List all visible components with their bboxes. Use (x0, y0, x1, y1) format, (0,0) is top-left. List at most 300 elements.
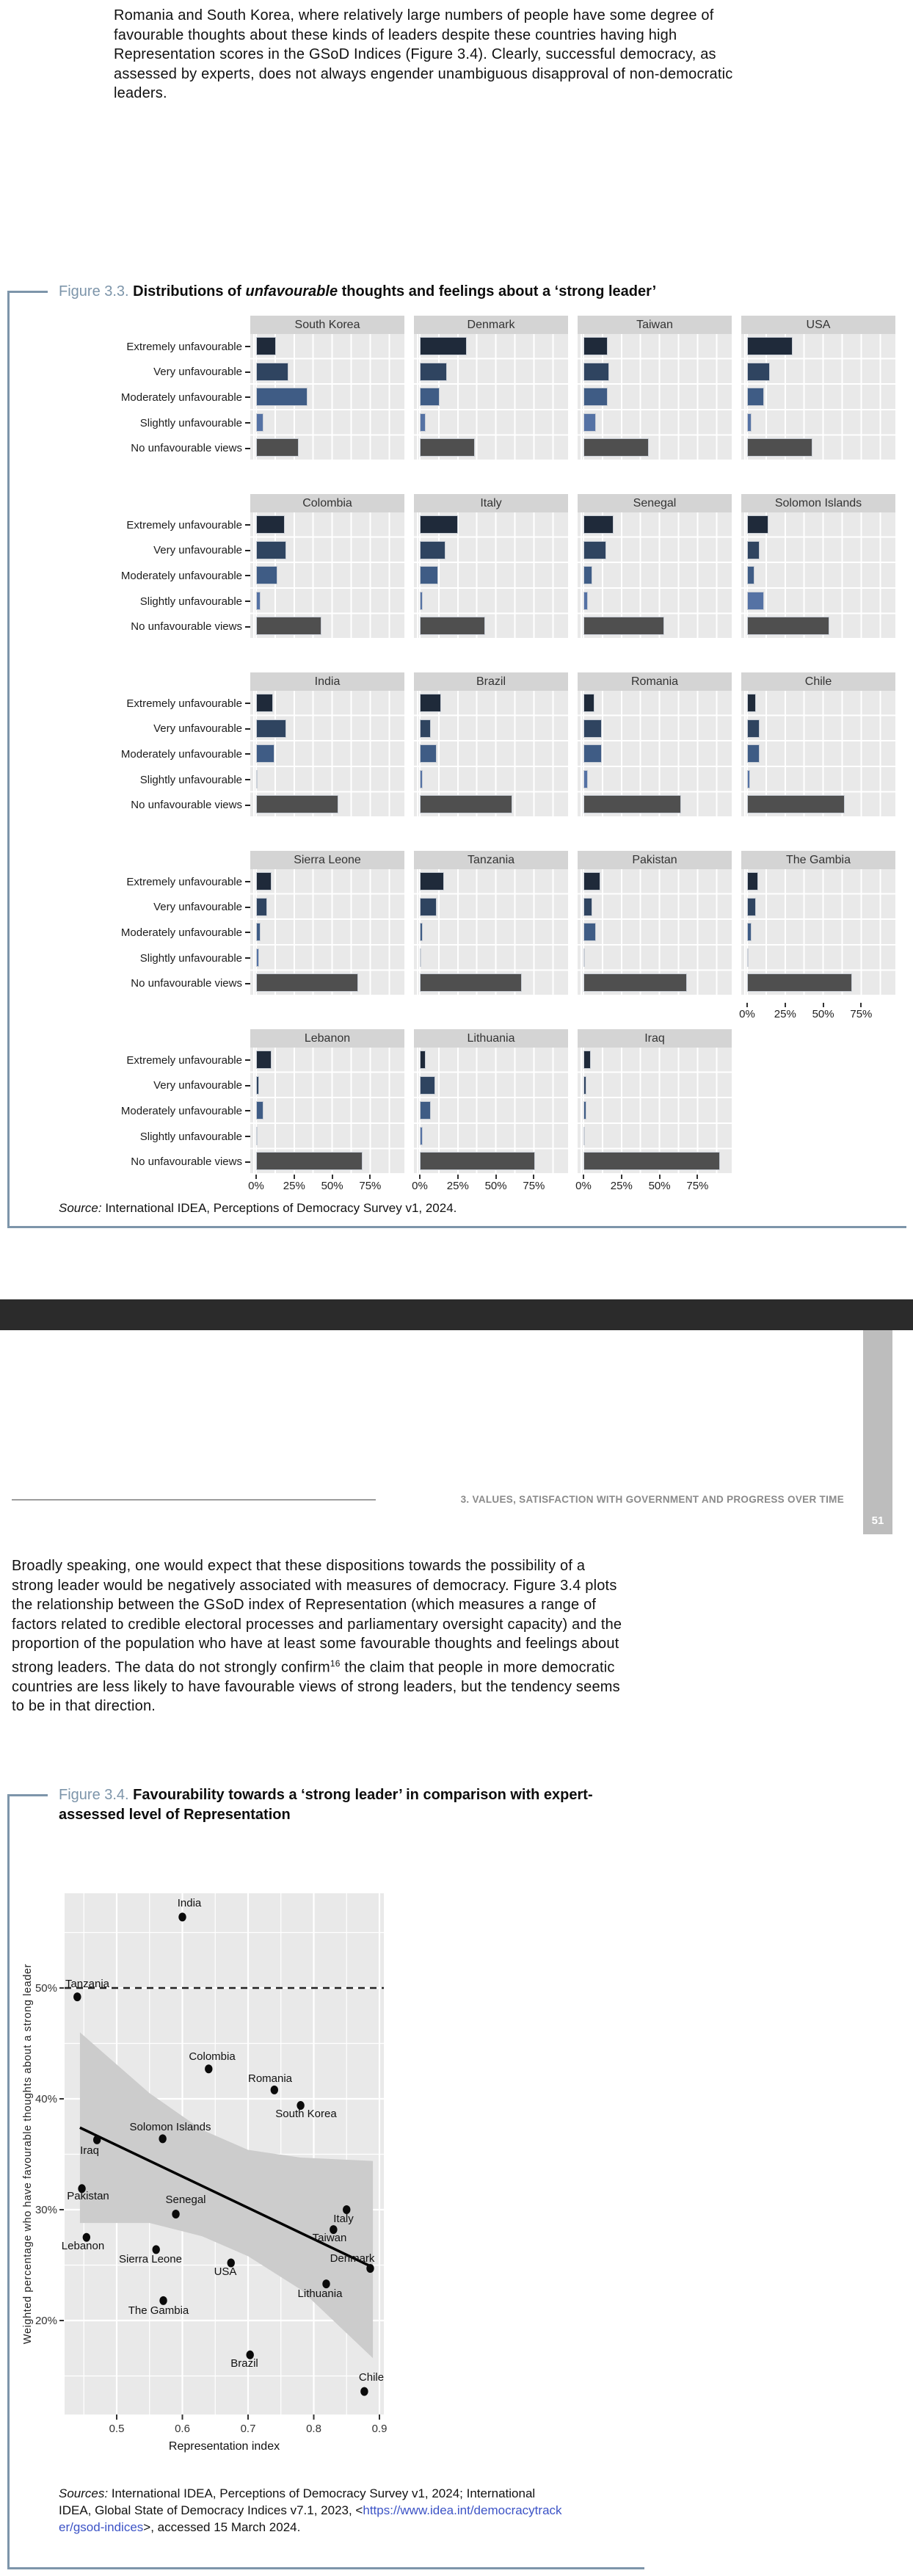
category-tick-mark (245, 932, 250, 933)
category-label: No unfavourable views (50, 792, 250, 818)
bar (583, 770, 588, 788)
bar (747, 694, 756, 712)
x-tick-label: 0.9 (371, 2423, 388, 2435)
country-panel (578, 691, 732, 818)
body-part2: the claim that people in more democratic countries are less likely to have favourable views of strong leaders, but the tendency seems to be in that direction. (12, 1659, 620, 1715)
x-tick-mark (659, 1175, 661, 1179)
bar (420, 1127, 423, 1145)
x-tick-label: 0.8 (306, 2423, 321, 2435)
x-axis-title: Representation index (168, 2440, 280, 2453)
bar (583, 1076, 586, 1095)
bar (420, 973, 522, 992)
bar (420, 363, 447, 381)
bar (256, 872, 272, 890)
country-panel (578, 869, 732, 996)
x-tick-mark (419, 1175, 421, 1179)
category-tick-mark (245, 1085, 250, 1086)
x-tick-mark (495, 1175, 497, 1179)
point-label: Brazil (230, 2357, 258, 2370)
category-label: Moderately unfavourable (50, 741, 250, 767)
chart-row (50, 672, 906, 818)
figure34-scatter-plot (21, 1876, 432, 2464)
bar (747, 898, 756, 916)
panel-title: Denmark (414, 316, 568, 334)
bar (747, 948, 749, 967)
point-label: South Korea (275, 2108, 337, 2120)
category-tick-mark (245, 371, 250, 373)
running-header-text: 3. VALUES, SATISFACTION WITH GOVERNMENT AND PROGRESS OVER TIME (460, 1494, 844, 1505)
x-tick-mark (332, 1175, 333, 1179)
point-label: Sierra Leone (119, 2253, 182, 2265)
bar (256, 438, 299, 457)
bar (583, 694, 594, 712)
bar (583, 719, 602, 738)
bar (747, 413, 752, 432)
panel-title: USA (741, 316, 895, 334)
category-label: Slightly unfavourable (50, 767, 250, 793)
bar (583, 898, 592, 916)
bar (256, 515, 285, 534)
country-panel (250, 334, 404, 461)
bar (256, 337, 276, 355)
point-label: Romania (247, 2072, 293, 2085)
x-tick-label: 25% (610, 1180, 633, 1192)
panel-title: Tanzania (414, 851, 568, 869)
figure33-left-border (7, 291, 10, 1228)
panel-title: Italy (414, 494, 568, 512)
bar (583, 1051, 591, 1069)
x-tick-mark (583, 1175, 584, 1179)
scatter-point (178, 1912, 186, 1921)
figure33-bottom-border (7, 1226, 906, 1228)
bar (256, 898, 267, 916)
bar (256, 1127, 258, 1145)
category-label: Very unfavourable (50, 1073, 250, 1099)
bar (256, 541, 286, 559)
category-label: No unfavourable views (50, 1149, 250, 1175)
sources-prefix: Sources: (59, 2486, 109, 2500)
point-label: India (177, 1897, 202, 1909)
country-panel (414, 1048, 568, 1175)
category-tick-mark (245, 524, 250, 526)
panel-title: Colombia (250, 494, 404, 512)
bar (583, 388, 608, 406)
panel-title: Lebanon (250, 1029, 404, 1048)
bar (256, 694, 273, 712)
scatter-point (73, 1992, 81, 2001)
bar (747, 566, 754, 584)
category-tick-mark (245, 805, 250, 806)
bar (256, 1101, 263, 1120)
point-label: Senegal (165, 2194, 206, 2206)
panel-title: Sierra Leone (250, 851, 404, 869)
scatter-point (93, 2136, 101, 2144)
bar (583, 923, 596, 941)
chart-row (50, 494, 906, 639)
category-label: Extremely unfavourable (50, 691, 250, 716)
category-label: Very unfavourable (50, 895, 250, 921)
chart-row (50, 316, 906, 461)
country-panel (578, 1048, 732, 1175)
bar (420, 592, 423, 610)
page-break-band (0, 1299, 913, 1330)
x-tick-label: 0.5 (109, 2423, 125, 2435)
bar (256, 795, 338, 813)
bar (256, 1152, 363, 1170)
x-tick-label: 0% (575, 1180, 592, 1192)
bar (583, 566, 592, 584)
category-tick-mark (245, 957, 250, 959)
bar (256, 592, 261, 610)
panel-title: Romania (578, 672, 732, 691)
figure33-small-multiples (50, 316, 906, 1195)
bar (420, 795, 512, 813)
figure34-bottom-border (7, 2567, 644, 2569)
figure34-label: Figure 3.4. (59, 1787, 129, 1803)
bar (747, 337, 793, 355)
y-tick-label: 50% (34, 1982, 57, 1995)
x-tick-mark (457, 1175, 459, 1179)
source-prefix: Source: (59, 1201, 102, 1215)
figure33-title-part2: thoughts and feelings about a ‘strong leader’ (338, 283, 657, 300)
category-label: Extremely unfavourable (50, 512, 250, 538)
category-label: Extremely unfavourable (50, 869, 250, 895)
sources-seg1: International IDEA, Perceptions of Democracy Survey v1, 2024; International IDEA, Global State of Democracy Indices v7.1, 2023, < (59, 2486, 536, 2517)
x-tick-mark (182, 2414, 183, 2420)
category-tick-mark (245, 907, 250, 908)
x-axis (575, 1175, 732, 1195)
category-label: Very unfavourable (50, 538, 250, 564)
bar (420, 617, 485, 635)
x-tick-mark (823, 1003, 824, 1007)
footnote-ref-16[interactable]: 16 (330, 1658, 341, 1669)
point-label: Chile (358, 2371, 385, 2384)
x-tick-label: 0% (412, 1180, 428, 1192)
country-panel (414, 334, 568, 461)
point-label: Colombia (189, 2050, 236, 2063)
category-tick-mark (245, 728, 250, 730)
figure33-bracket-stub (7, 291, 48, 293)
bar (583, 973, 687, 992)
category-tick-mark (245, 1136, 250, 1137)
sources-seg2: >, accessed 15 March 2024. (143, 2520, 301, 2534)
x-tick-mark (255, 1175, 257, 1179)
x-tick-mark (379, 2414, 380, 2420)
point-label: Lithuania (297, 2287, 343, 2300)
panel-title: The Gambia (741, 851, 895, 869)
bar (747, 744, 760, 763)
category-tick-mark (245, 550, 250, 551)
x-tick-label: 25% (774, 1008, 796, 1020)
bar (256, 948, 259, 967)
point-label: Solomon Islands (129, 2121, 211, 2133)
bar (256, 1051, 272, 1069)
y-tick-mark (59, 2098, 64, 2100)
category-axis (50, 691, 250, 818)
category-tick-mark (245, 881, 250, 882)
country-panel (741, 691, 895, 818)
bar (583, 541, 606, 559)
x-tick-label: 50% (648, 1180, 671, 1192)
category-tick-mark (245, 626, 250, 628)
bar (420, 872, 444, 890)
bar (420, 541, 445, 559)
x-tick-mark (621, 1175, 622, 1179)
scatter-point (172, 2210, 179, 2218)
bar (256, 770, 258, 788)
x-tick-label: 0% (248, 1180, 264, 1192)
y-tick-label: 30% (34, 2204, 57, 2216)
source-text: International IDEA, Perceptions of Democracy Survey v1, 2024. (101, 1201, 457, 1215)
chart-row (50, 1008, 906, 1175)
bar (583, 515, 614, 534)
panel-title: Taiwan (578, 316, 732, 334)
bar (583, 438, 649, 457)
x-axis (414, 1175, 568, 1195)
category-axis (50, 334, 250, 461)
category-tick-mark (245, 1161, 250, 1163)
category-tick-mark (245, 983, 250, 984)
x-tick-mark (247, 2414, 249, 2420)
category-axis (50, 869, 250, 996)
point-label: Italy (333, 2213, 354, 2225)
bar (420, 744, 437, 763)
x-tick-mark (860, 1003, 862, 1007)
bar (747, 592, 764, 610)
y-tick-mark (59, 2209, 64, 2210)
category-tick-mark (245, 1110, 250, 1111)
category-label: No unfavourable views (50, 435, 250, 461)
bar (256, 388, 308, 406)
category-label: Moderately unfavourable (50, 920, 250, 946)
bar (420, 566, 438, 584)
bar (747, 872, 758, 890)
x-axis (741, 1003, 895, 1023)
x-tick-mark (533, 1175, 534, 1179)
point-label: Pakistan (67, 2190, 109, 2202)
country-panel (741, 869, 895, 996)
point-label: Tanzania (65, 1978, 110, 1990)
bar (747, 770, 750, 788)
bar (747, 438, 812, 457)
bar (747, 719, 760, 738)
bar (583, 744, 602, 763)
x-tick-label: 50% (321, 1180, 343, 1192)
panel-title: Solomon Islands (741, 494, 895, 512)
category-label: Slightly unfavourable (50, 589, 250, 614)
panel-title: Brazil (414, 672, 568, 691)
bar (256, 1076, 259, 1095)
point-label: Lebanon (61, 2240, 105, 2252)
x-tick-label: 0.6 (175, 2423, 190, 2435)
scatter-point (360, 2387, 368, 2396)
figure33-title-italic: unfavourable (245, 283, 338, 300)
bar (747, 363, 770, 381)
scatter-point (159, 2134, 166, 2143)
category-label: Moderately unfavourable (50, 385, 250, 410)
category-tick-mark (245, 753, 250, 755)
bar (747, 617, 829, 635)
bar (256, 973, 358, 992)
category-tick-mark (245, 1059, 250, 1061)
country-panel (250, 512, 404, 639)
category-label: Extremely unfavourable (50, 1048, 250, 1073)
bar (747, 515, 768, 534)
country-panel (578, 512, 732, 639)
bar (583, 1101, 586, 1120)
bar (747, 795, 845, 813)
sources-link[interactable]: https://www.idea.int/democracytracker/gsod-indices (59, 2503, 562, 2534)
bar (583, 592, 588, 610)
point-label: USA (214, 2265, 237, 2278)
page-number-tab (863, 1330, 892, 1534)
figure33-label: Figure 3.3. (59, 283, 129, 300)
country-panel (250, 869, 404, 996)
category-axis (50, 1048, 250, 1175)
x-tick-mark (369, 1175, 371, 1179)
panel-title: South Korea (250, 316, 404, 334)
bar (747, 541, 760, 559)
bar (583, 617, 664, 635)
x-tick-label: 75% (686, 1180, 709, 1192)
bar (256, 566, 277, 584)
figure33-title-part1: Distributions of (133, 283, 246, 300)
y-tick-mark (59, 2320, 64, 2321)
x-tick-label: 75% (523, 1180, 545, 1192)
intro-paragraph: Romania and South Korea, where relatively large numbers of people have some degree of favourable thoughts about these kinds of leaders despite these countries having high Representation scores in the GSoD Indices (Figure 3.4). Clearly, successful democracy, as assessed by experts, does not always engender unambiguous disapproval of non-democratic leaders. (114, 7, 733, 101)
bar (747, 923, 752, 941)
bar (420, 388, 440, 406)
x-tick-label: 75% (850, 1008, 873, 1020)
category-label: Slightly unfavourable (50, 946, 250, 971)
point-label: Taiwan (312, 2232, 347, 2244)
bar (420, 694, 441, 712)
figure33-source (59, 1200, 793, 1216)
bar (420, 337, 467, 355)
category-label: Very unfavourable (50, 360, 250, 385)
bar (256, 413, 263, 432)
chart-row (50, 851, 906, 996)
bar (420, 1051, 426, 1069)
x-axis (250, 1175, 404, 1195)
scatter-point (366, 2264, 374, 2273)
category-tick-mark (245, 448, 250, 449)
bar (583, 948, 585, 967)
bar (747, 388, 764, 406)
category-label: Very unfavourable (50, 716, 250, 742)
category-label: Moderately unfavourable (50, 563, 250, 589)
body-part1: Broadly speaking, one would expect that these dispositions towards the possibility of a strong leader would be negatively associated with measures of democracy. Figure 3.4 plots the relationship between the GSoD index of Representation (which measures a range of factors related to credible electoral processes and parliamentary oversight capacity) and the proportion of the population who have at least some favourable thoughts and feelings about strong leaders. The data do not strongly confirm (12, 1558, 622, 1676)
bar (420, 948, 421, 967)
country-panel (578, 334, 732, 461)
category-label: No unfavourable views (50, 970, 250, 996)
category-tick-mark (245, 779, 250, 780)
category-tick-mark (245, 346, 250, 347)
category-label: Slightly unfavourable (50, 410, 250, 436)
body-paragraph (12, 1556, 627, 1716)
bar (583, 1152, 720, 1170)
x-tick-label: 0.7 (240, 2423, 256, 2435)
figure33-title (59, 282, 881, 302)
scatter-point (205, 2064, 212, 2073)
country-panel (414, 512, 568, 639)
page-number: 51 (871, 1514, 884, 1527)
bar (256, 617, 321, 635)
bar (420, 413, 426, 432)
panel-title: Iraq (578, 1029, 732, 1048)
bar (256, 363, 288, 381)
bar (256, 923, 261, 941)
bar (420, 1076, 435, 1095)
category-label: Extremely unfavourable (50, 334, 250, 360)
country-panel (741, 334, 895, 461)
bar (256, 719, 286, 738)
country-panel (250, 691, 404, 818)
bar (420, 923, 423, 941)
figure34-left-border (7, 1794, 10, 2569)
x-tick-mark (116, 2414, 117, 2420)
bar (583, 337, 608, 355)
bar (583, 872, 600, 890)
panel-title: Lithuania (414, 1029, 568, 1048)
x-tick-mark (313, 2414, 315, 2420)
y-tick-label: 40% (34, 2093, 57, 2105)
bar (583, 795, 681, 813)
point-label: Iraq (80, 2144, 99, 2157)
country-panel (741, 512, 895, 639)
bar (420, 898, 437, 916)
bar (420, 719, 431, 738)
bar (583, 363, 609, 381)
x-tick-label: 0% (739, 1008, 755, 1020)
category-axis (50, 512, 250, 639)
point-label: The Gambia (128, 2304, 189, 2317)
x-tick-label: 50% (484, 1180, 507, 1192)
country-panel (250, 1048, 404, 1175)
category-tick-mark (245, 703, 250, 704)
panel-title: Chile (741, 672, 895, 691)
x-tick-mark (294, 1175, 295, 1179)
scatter-point (271, 2086, 278, 2094)
category-tick-mark (245, 575, 250, 576)
panel-title: Pakistan (578, 851, 732, 869)
bar (420, 1152, 535, 1170)
bar (420, 515, 458, 534)
bar (583, 1127, 585, 1145)
category-label: Moderately unfavourable (50, 1098, 250, 1124)
point-label: Denmark (330, 2252, 375, 2265)
figure34-title (59, 1785, 605, 1825)
x-tick-label: 25% (446, 1180, 469, 1192)
country-panel (414, 691, 568, 818)
x-tick-label: 25% (283, 1180, 305, 1192)
x-tick-mark (696, 1175, 698, 1179)
category-label: No unfavourable views (50, 614, 250, 639)
category-tick-mark (245, 396, 250, 398)
bar (583, 413, 596, 432)
x-tick-label: 50% (812, 1008, 834, 1020)
category-tick-mark (245, 601, 250, 602)
y-axis-title: Weighted percentage who have favourable thoughts about a strong leader (22, 1963, 34, 2345)
x-tick-mark (785, 1003, 786, 1007)
x-tick-mark (746, 1003, 748, 1007)
bar (256, 744, 274, 763)
figure34-bracket-stub (7, 1794, 48, 1796)
figure34-title-text: Favourability towards a ‘strong leader’ in comparison with expert-assessed level of Representation (59, 1787, 593, 1823)
y-tick-mark (59, 1987, 64, 1989)
category-tick-mark (245, 422, 250, 424)
bar (420, 770, 423, 788)
